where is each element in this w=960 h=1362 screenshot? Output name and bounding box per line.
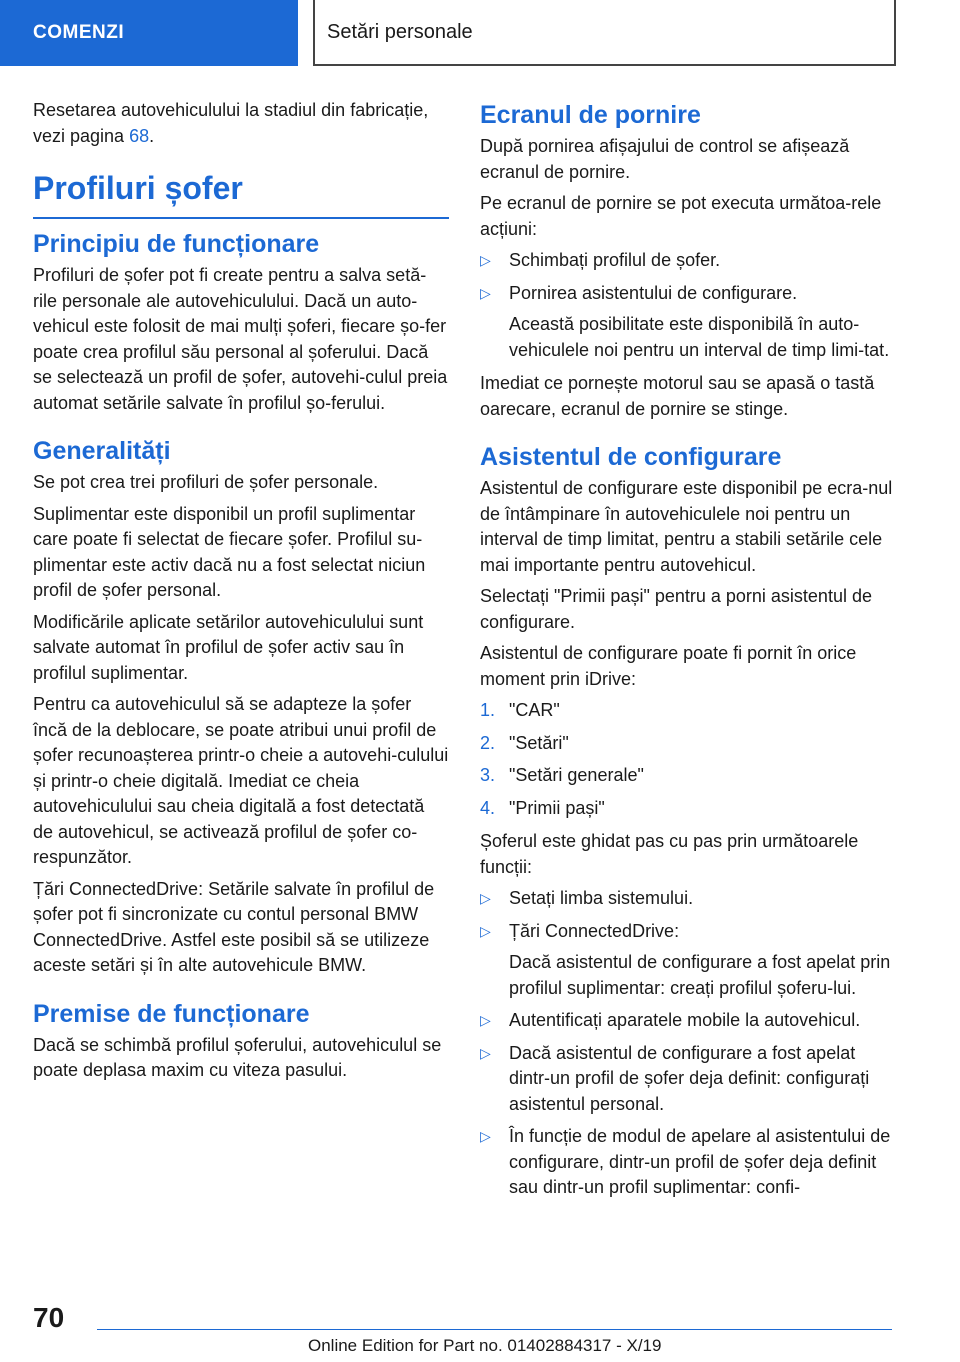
triangle-bullet-icon: ▷ [480,890,491,906]
list-item: ▷ Țări ConnectedDrive: Dacă asistentul de configurare a fost apelat prin profilul suplimentar: creați profilul șoferu-lui. [480,919,896,1002]
step-item: 4. "Primii pași" [480,796,896,822]
paragraph-asist-1: Asistentul de configurare este disponibil pe ecra-nul de întâmpinare în autovehiculele noi pentru un interval de timp limitat, pentru a stabili setările cele mai importante pentru autovehicul. [480,478,893,575]
list-item: ▷ Autentificați aparatele mobile la autovehicul. [480,1008,896,1034]
heading-principiu: Principiu de funcționare [33,230,320,258]
functions-list [480,886,896,1201]
section-label: COMENZI [33,22,125,43]
list-item: ▷ Setați limba sistemului. [480,886,896,912]
title-rule [33,217,449,219]
paragraph-principiu: Profiluri de șofer pot fi create pentru a salva setă-rile personale ale autovehiculului. Dacă un auto-vehicul este folosit de mai mulți șoferi, fiecare șo-fer poate crea profilul său personal al șoferului. Dacă se selectează un profil de șofer, autovehi-culul preia automat setările salvate în profilul șo-ferului. [33,265,448,413]
paragraph-asist-3: Asistentul de configurare poate fi pornit în orice moment prin iDrive: [480,643,857,689]
page-link[interactable]: 68 [129,125,150,146]
left-column [33,98,449,1090]
footer-rule [97,1329,892,1330]
triangle-bullet-icon: ▷ [480,922,491,939]
step-item: 2. "Setări" [480,731,896,757]
paragraph-ecran-2: Pe ecranul de pornire se pot executa următoa-rele acțiuni: [480,193,882,239]
paragraph-premise: Dacă se schimbă profilul șoferului, autovehiculul se poate deplasa maxim cu viteza pasului. [33,1034,442,1080]
paragraph-ecran-1: După pornirea afișajului de control se afișează ecranul de pornire. [480,136,850,182]
heading-asistent: Asistentul de configurare [480,443,782,471]
triangle-bullet-icon: ▷ [480,1012,491,1028]
list-item: ▷ Schimbați profilul de șofer. [480,248,896,274]
chapter-title: Setări personale [327,20,473,43]
heading-generalitati: Generalități [33,437,171,465]
paragraph-general-3: Modificările aplicate setărilor autovehiculului sunt salvate automat în profilul de șofer activ sau în profilul suplimentar. [33,611,424,683]
paragraph-asist-4: Șoferul este ghidat pas cu pas prin următoarele funcții: [480,831,859,877]
step-number: 3. [480,765,496,785]
ecran-list [480,248,896,363]
paragraph-asist-2: Selectați "Primii pași" pentru a porni asistentul de configurare. [480,586,872,632]
list-item: ▷ Dacă asistentul de configurare a fost apelat dintr-un profil de șofer deja definit: configurați asistentul personal. [480,1042,870,1114]
triangle-bullet-icon: ▷ [480,1044,491,1061]
list-item-note: Dacă asistentul de configurare a fost apelat prin profilul suplimentar: creați profilul șoferu-lui. [509,952,891,998]
paragraph-general-5: Țări ConnectedDrive: Setările salvate în profilul de șofer pot fi sincronizate cu contul personal BMW ConnectedDrive. Astfel este posibil să se utilizeze aceste setări și în alte autovehicule BMW. [33,878,435,975]
paragraph-general-2: Suplimentar este disponibil un profil suplimentar care poate fi selectat de fiecare șofer. Profilul su-plimentar este activ dacă nu a fost selectat niciun profil de șofer personal. [33,503,426,600]
triangle-bullet-icon: ▷ [480,284,491,301]
triangle-bullet-icon: ▷ [480,1128,491,1144]
list-item-note: Această posibilitate este disponibilă în auto-vehiculele noi pentru un interval de timp limi-tat. [509,314,890,360]
page-title: Profiluri șofer [33,170,243,206]
paragraph-general-1: Se pot crea trei profiluri de șofer personale. [33,472,379,492]
intro-paragraph: Resetarea autovehiculului la stadiul din fabricație, vezi pagina 68. [33,100,429,146]
page-number: 70 [33,1302,65,1333]
heading-premise: Premise de funcționare [33,999,310,1028]
paragraph-general-4: Pentru ca autovehiculul să se adapteze la șofer încă de la deblocare, se poate atribui unui profil de șofer recunoașterea printr-o cheie a autovehi-culului și printr-o cheie digitală. Imediat ce cheia autovehiculului sau cheia digitală a fost detectată de autovehicul, se activează profilul de șofer co-respunzător. [33,694,449,867]
heading-ecran: Ecranul de pornire [480,101,701,129]
chapter-header [313,0,896,66]
list-item: ▷ Pornirea asistentului de configurare. Această posibilitate este disponibilă în auto-vehiculele noi pentru un interval de timp limi-tat. [480,281,896,364]
step-item: 1. "CAR" [480,698,896,724]
list-item: ▷ În funcție de modul de apelare al asistentului de configurare, dintr-un profil de șofer deja definit sau dintr-un profil suplimentar: confi- [480,1126,891,1197]
step-item: 3. "Setări generale" [480,763,896,789]
section-tab [0,0,298,66]
footer-edition: Online Edition for Part no. 01402884317 - X/19 [308,1336,662,1355]
step-number: 4. [480,797,496,818]
step-number: 1. [480,700,496,720]
triangle-bullet-icon: ▷ [480,252,491,268]
right-column [480,98,896,1209]
paragraph-ecran-3: Imediat ce pornește motorul sau se apasă o tastă oarecare, ecranul de pornire se stinge. [480,373,875,419]
step-number: 2. [480,732,496,753]
steps-list [480,698,896,821]
